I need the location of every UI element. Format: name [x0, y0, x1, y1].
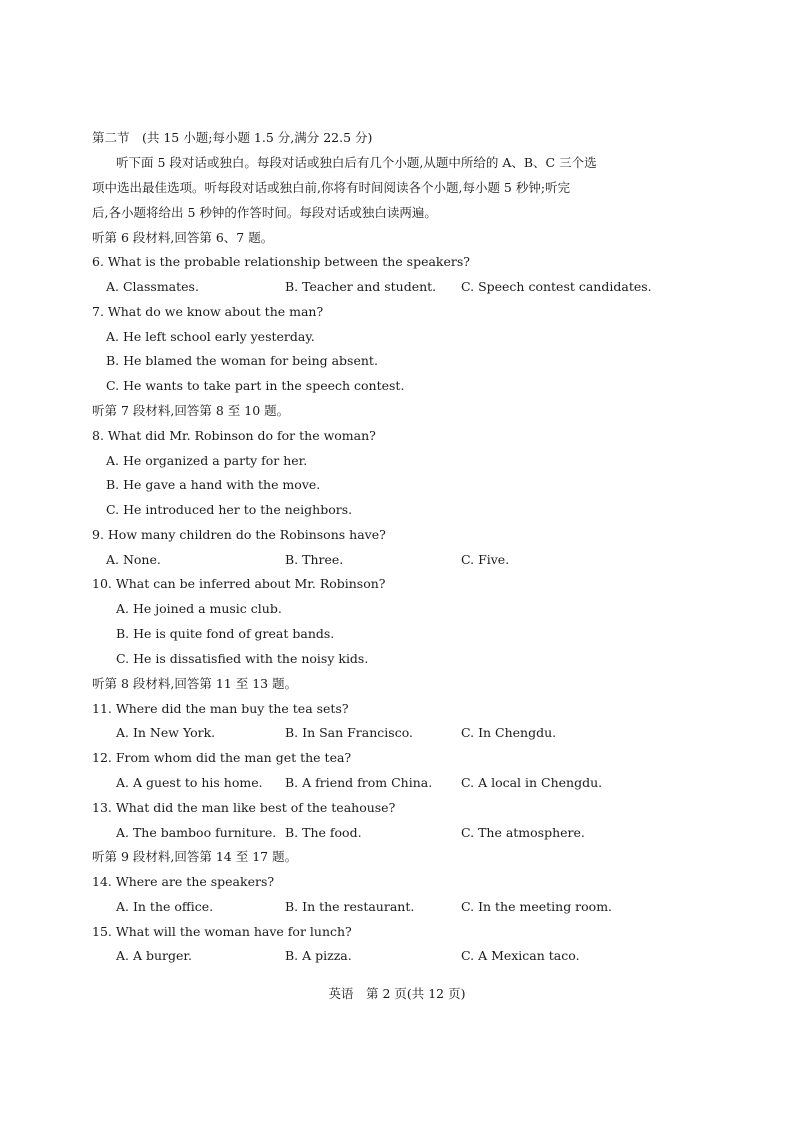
question-stem: 11. Where did the man buy the tea sets? [92, 701, 349, 716]
option-c[interactable]: C. He is dissatisfied with the noisy kids. [116, 651, 369, 666]
question-stem: 6. What is the probable relationship between the speakers? [92, 254, 470, 269]
option-c[interactable]: C. Five. [461, 552, 510, 567]
option-c[interactable]: C. He wants to take part in the speech contest. [106, 378, 405, 393]
option-a[interactable]: A. In New York. [116, 725, 216, 740]
option-a[interactable]: A. None. [106, 552, 161, 567]
option-a[interactable]: A. Classmates. [106, 279, 199, 294]
option-a[interactable]: A. In the office. [116, 899, 214, 914]
group-heading: 听第 8 段材料,回答第 11 至 13 题。 [92, 676, 298, 691]
option-b[interactable]: B. A pizza. [285, 948, 352, 963]
group-heading: 听第 6 段材料,回答第 6、7 题。 [92, 230, 274, 245]
option-b[interactable]: B. He blamed the woman for being absent. [106, 353, 378, 368]
question-stem: 14. Where are the speakers? [92, 874, 275, 889]
question-stem: 15. What will the woman have for lunch? [92, 924, 352, 939]
option-c[interactable]: C. In Chengdu. [461, 725, 557, 740]
option-b[interactable]: B. Three. [285, 552, 344, 567]
question-stem: 10. What can be inferred about Mr. Robinson? [92, 576, 386, 591]
option-b[interactable]: B. The food. [285, 825, 362, 840]
option-c[interactable]: C. The atmosphere. [461, 825, 585, 840]
option-c[interactable]: C. He introduced her to the neighbors. [106, 502, 353, 517]
question-stem: 13. What did the man like best of the teahouse? [92, 800, 396, 815]
option-a[interactable]: A. The bamboo furniture. [116, 825, 277, 840]
group-heading: 听第 9 段材料,回答第 14 至 17 题。 [92, 849, 298, 864]
question-stem: 12. From whom did the man get the tea? [92, 750, 352, 765]
instructions-line: 后,各小题将给出 5 秒钟的作答时间。每段对话或独白读两遍。 [92, 205, 437, 220]
question-stem: 9. How many children do the Robinsons have? [92, 527, 386, 542]
instructions-line: 听下面 5 段对话或独白。每段对话或独白后有几个小题,从题中所给的 A、B、C 三个选 [116, 155, 597, 170]
section-header: 第二节 (共 15 小题;每小题 1.5 分,满分 22.5 分) [92, 130, 373, 145]
option-b[interactable]: B. In San Francisco. [285, 725, 413, 740]
option-c[interactable]: C. A local in Chengdu. [461, 775, 603, 790]
option-b[interactable]: B. A friend from China. [285, 775, 433, 790]
option-c[interactable]: C. In the meeting room. [461, 899, 613, 914]
option-a[interactable]: A. He organized a party for her. [106, 453, 308, 468]
option-a[interactable]: A. A burger. [116, 948, 192, 963]
option-a[interactable]: A. He left school early yesterday. [106, 329, 315, 344]
option-b[interactable]: B. Teacher and student. [285, 279, 437, 294]
option-a[interactable]: A. A guest to his home. [116, 775, 263, 790]
option-b[interactable]: B. In the restaurant. [285, 899, 415, 914]
instructions-line: 项中选出最佳选项。听每段对话或独白前,你将有时间阅读各个小题,每小题 5 秒钟;听完 [92, 180, 571, 195]
option-c[interactable]: C. Speech contest candidates. [461, 279, 652, 294]
group-heading: 听第 7 段材料,回答第 8 至 10 题。 [92, 403, 290, 418]
page-footer: 英语 第 2 页(共 12 页) [328, 986, 466, 1001]
question-stem: 7. What do we know about the man? [92, 304, 324, 319]
option-b[interactable]: B. He is quite fond of great bands. [116, 626, 335, 641]
question-stem: 8. What did Mr. Robinson do for the woman? [92, 428, 376, 443]
option-c[interactable]: C. A Mexican taco. [461, 948, 580, 963]
option-a[interactable]: A. He joined a music club. [116, 601, 282, 616]
option-b[interactable]: B. He gave a hand with the move. [106, 477, 321, 492]
